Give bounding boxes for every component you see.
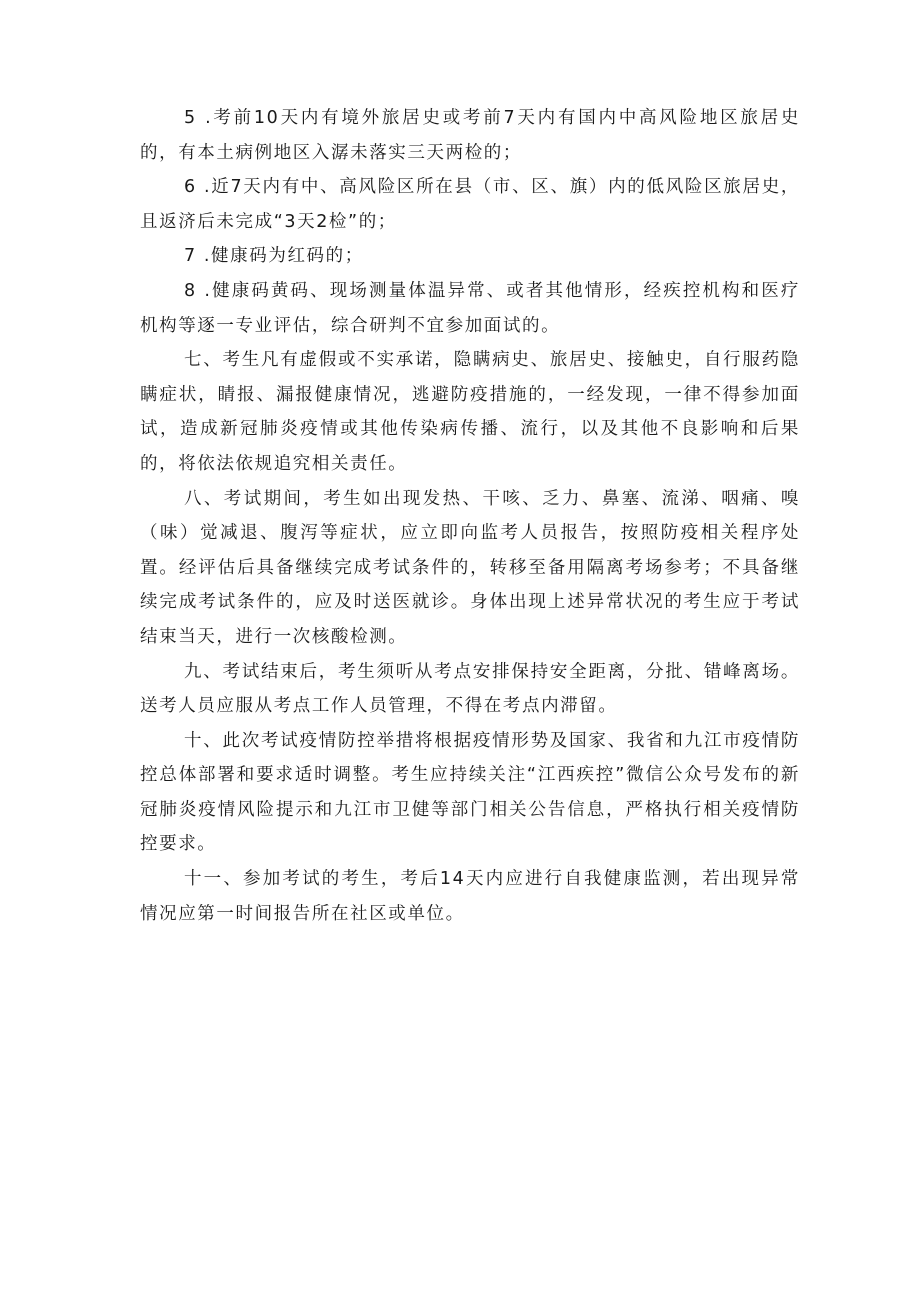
item-8-paragraph: 8 .健康码黄码、现场测量体温异常、或者其他情形，经疾控机构和医疗机构等逐一专业评估，综合研判不宜参加面试的。 (140, 280, 800, 336)
section-11-paragraph: 十一、参加考试的考生，考后14天内应进行自我健康监测，若出现异常情况应第一时间报告所在社区或单位。 (140, 869, 800, 924)
item-6-paragraph: 6 .近7天内有中、高风险区所在县（市、区、旗）内的低风险区旅居史，且返济后未完成“3天2检”的； (140, 177, 800, 232)
item-7-paragraph: 7 .健康码为红码的； (184, 246, 364, 267)
section-10-paragraph: 十、此次考试疫情防控举措将根据疫情形势及国家、我省和九江市疫情防控总体部署和要求适时调整。考生应持续关注“江西疾控”微信公众号发布的新冠肺炎疫情风险提示和九江市卫健等部门相关公告信息，严格执行相关疫情防控要求。 (140, 730, 800, 855)
section-8-paragraph: 八、考试期间，考生如出现发热、干咳、乏力、鼻塞、流涕、咽痛、嗅（味）觉减退、腹泻等症状，应立即向监考人员报告，按照防疫相关程序处置。经评估后具备继续完成考试条件的，转移至备用隔离考场参考；不具备继续完成考试条件的，应及时送医就诊。身体出现上述异常状况的考生应于考试结束当天，进行一次核酸检测。 (140, 488, 800, 647)
document-body (140, 101, 800, 931)
item-5-paragraph: 5 .考前10天内有境外旅居史或考前7天内有国内中高风险地区旅居史的，有本土病例地区入潺未落实三天两检的； (140, 108, 800, 163)
section-7-paragraph: 七、考生凡有虚假或不实承诺，隐瞒病史、旅居史、接触史，自行服药隐瞒症状，睛报、漏报健康情况，逃避防疫措施的，一经发现，一律不得参加面试，造成新冠肺炎疫情或其他传染病传播、流行，以及其他不良影响和后果的，将依法依规追究相关责任。 (140, 350, 800, 474)
section-9-paragraph: 九、考试结束后，考生须听从考点安排保持安全距离，分批、错峰离场。送考人员应服从考点工作人员管理，不得在考点内滞留。 (140, 661, 800, 717)
